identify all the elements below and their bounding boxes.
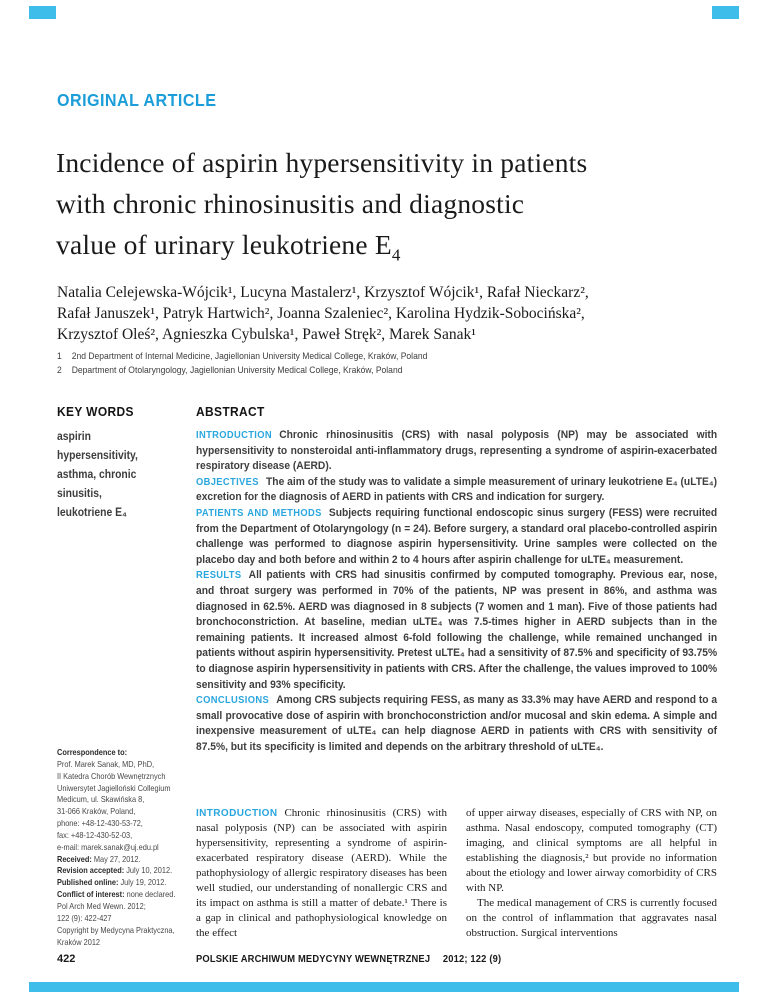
section-text: Subjects requiring functional endoscopic sinus surgery (FESS) were recruited from the Department of Otolaryngology (n = 24). Before surgery, a standard oral placebo-controlled aspirin challenge was performed to diagnose aspirin hypersensitivity. Urine samples were collected on the placebo day and both before and within 2 to 4 hours after aspirin challenge for uLTE₄ measurement. [196,506,718,566]
correspondence-line [57,937,196,949]
correspondence-line [57,854,196,866]
correspondence-line [57,901,196,913]
keyword-line: asthma, chronic [57,469,137,481]
keyword-line: aspirin [57,431,91,443]
title-subscript: 4 [391,245,401,265]
section-text: The aim of the study was to validate a simple measurement of urinary leukotriene E₄ (uLTE₄) excretion for the diagnosis of AERD in patients with CRS and indication for surgery. [196,475,718,504]
affiliation-number: 1 [57,351,62,361]
intro-paragraph [196,806,447,941]
section-label: CONCLUSIONS [196,695,270,707]
section-label: OBJECTIVES [196,476,259,488]
text-line: Correspondence to: [57,747,128,757]
footer-page-number: 422 [57,953,76,965]
article-title [56,142,587,276]
intro-paragraph: The medical management of CRS is currently focused on the control of inflammation that aggravates nasal obstruction. Surgical interventions [466,897,717,939]
correspondence-line [57,889,196,901]
intro-section-label: INTRODUCTION [196,808,278,819]
correspondence-line [57,830,196,842]
text-line: 122 (9): 422-427 [57,912,112,923]
section-text: Chronic rhinosinusitis (CRS) with nasal polyposis (NP) may be associated with hypersensitivity to nonsteroidal anti-inflammatory drugs, representing a syndrome of aspirin-exacerbated respiratory disease (AERD). [196,429,718,473]
text-line: Pol Arch Med Wewn. 2012; [57,900,146,911]
correspondence-line [57,747,196,759]
text-line: July 10, 2012. [124,865,173,876]
keyword-line: leukotriene E₄ [57,507,127,519]
text-line: Kraków 2012 [57,936,101,947]
text-line: Medicum, ul. Skawińska 8, [57,794,145,805]
section-label: RESULTS [196,570,242,582]
keyword-line: sinusitis, [57,488,102,500]
article-type-label: ORIGINAL ARTICLE [57,90,217,110]
correspondence-line [57,865,196,877]
intro-text: Chronic rhinosinusitis (CRS) with nasal polyposis (NP) can be associated with aspirin hypersensitivity, representing a syndrome of aspirin-exacerbated respiratory disease (AERD). While the pathophysiology of allergic respiratory diseases has been well studied, our understanding of nonallergic CRS and its impact on asthma is still a matter of debate.¹ There is a gap in clinical and pathophysiological knowledge on the effect [196,807,447,939]
correspondence-line [57,842,196,854]
text-line: II Katedra Chorób Wewnętrznych [57,770,166,781]
section-label: INTRODUCTION [196,430,273,441]
affiliation-row [57,364,427,378]
intro-right-column [466,806,717,941]
authors-line: Krzysztof Oleś², Agnieszka Cybulska¹, Paweł Stręk², Marek Sanak¹ [57,325,476,343]
title-line [56,224,587,276]
title-line: with chronic rhinosinusitis and diagnostic [56,188,525,219]
intro-left-column [196,806,447,941]
correspondence-line [57,925,196,937]
affiliation-number: 2 [57,364,62,375]
text-line: Received: [57,853,92,864]
footer-journal-line [196,954,501,965]
abstract-section [196,506,717,568]
correspondence-line [57,794,196,806]
abstract-section [196,475,717,506]
keywords-heading: KEY WORDS [57,404,134,419]
correspondence-line [57,806,196,818]
text-line: May 27, 2012. [91,853,141,864]
affiliation-row [57,350,427,364]
affiliation-text: Department of Otolaryngology, Jagiellonian University Medical College, Kraków, Poland [71,364,403,375]
text-line: fax: +48-12-430-52-03, [57,829,133,840]
edge-mark-top-left [29,6,56,19]
correspondence-line [57,771,196,783]
abstract-body [196,428,717,755]
footer-journal-name: POLSKIE ARCHIWUM MEDYCYNY WEWNĘTRZNEJ [196,954,431,965]
authors-line: Rafał Januszek¹, Patryk Hartwich², Joanna Szaleniec², Karolina Hydzik-Sobocińska², [57,304,585,322]
authors-line: Natalia Celejewska-Wójcik¹, Lucyna Mastalerz¹, Krzysztof Wójcik¹, Rafał Nieckarz², [57,284,589,301]
correspondence-line [57,783,196,795]
text-line: Conflict of interest: [57,889,125,900]
text-line: phone: +48-12-430-53-72, [57,818,143,829]
edge-mark-top-right [712,6,739,19]
keyword-line: hypersensitivity, [57,450,138,462]
text-line: Copyright by Medycyna Praktyczna, [57,924,175,935]
correspondence-line [57,818,196,830]
abstract-section [196,428,717,475]
abstract-section [196,568,717,693]
text-line: Revision accepted: [57,865,125,876]
authors-list [57,283,589,345]
abstract-section [196,693,717,755]
text-line: 31-066 Kraków, Poland, [57,806,136,817]
intro-paragraph: of upper airway diseases, especially of CRS with NP, on asthma. Nasal endoscopy, computed tomography (CT) imaging, and clinical symptoms are all helpful in establishing the diagnosis,² but provide no information about the etiology and lower airway comorbidity of CRS with NP. [466,807,717,894]
text-line: Published online: [57,877,119,888]
correspondence-block [57,747,196,948]
section-label: PATIENTS AND METHODS [196,507,322,519]
section-text: Among CRS subjects requiring FESS, as many as 33.3% may have AERD and respond to a small provocative dose of aspirin with bronchoconstriction and/or mucosal and skin edema. A simple and inexpensive measurement of uLTE₄ can help diagnose AERD in patients with CRS with sensitivity of 87.5%, but its specificity is limited and depends on the arbitrary threshold of uLTE₄. [196,694,718,753]
affiliation-text: 2nd Department of Internal Medicine, Jagiellonian University Medical College, Kraków, Poland [71,351,428,361]
section-text: All patients with CRS had sinusitis confirmed by computed tomography. Previous ear, nose, and throat surgery was performed in 70% of the patients, NP was present in 86%, and asthma was diagnosed in 62.5%. AERD was diagnosed in 8 subjects (7 women and 1 man). Five of those patients had bronchoconstriction. At baseline, median uLTE₄ was 7.5-times higher in AERD subjects than in the remaining patients. It increased almost 6-fold following the challenge, while remained unchanged in patients without aspirin hypersensitivity. Pretest uLTE₄ had a sensitivity of 87.5% and specificity of 93.75% to diagnose aspirin hypersensitivity in patients with CRS. After the challenge, the values improved to 100% sensitivity and 93% specificity. [196,569,718,691]
footer-issue: 2012; 122 (9) [442,954,502,965]
text-line: Prof. Marek Sanak, MD, PhD, [57,758,155,769]
correspondence-line [57,877,196,889]
text-line: e-mail: marek.sanak@uj.edu.pl [57,841,159,852]
keywords-list [57,428,201,523]
text-line: none declared. [124,889,176,900]
text-line: Uniwersytet Jagielloński Collegium [57,782,171,793]
bottom-edge-bar [29,982,739,992]
title-line-text: value of urinary leukotriene E [56,229,392,260]
affiliations [57,350,427,377]
abstract-heading: ABSTRACT [196,404,265,419]
correspondence-line [57,913,196,925]
correspondence-line [57,759,196,771]
text-line: July 19, 2012. [118,877,167,888]
title-line: Incidence of aspirin hypersensitivity in patients [56,147,588,178]
